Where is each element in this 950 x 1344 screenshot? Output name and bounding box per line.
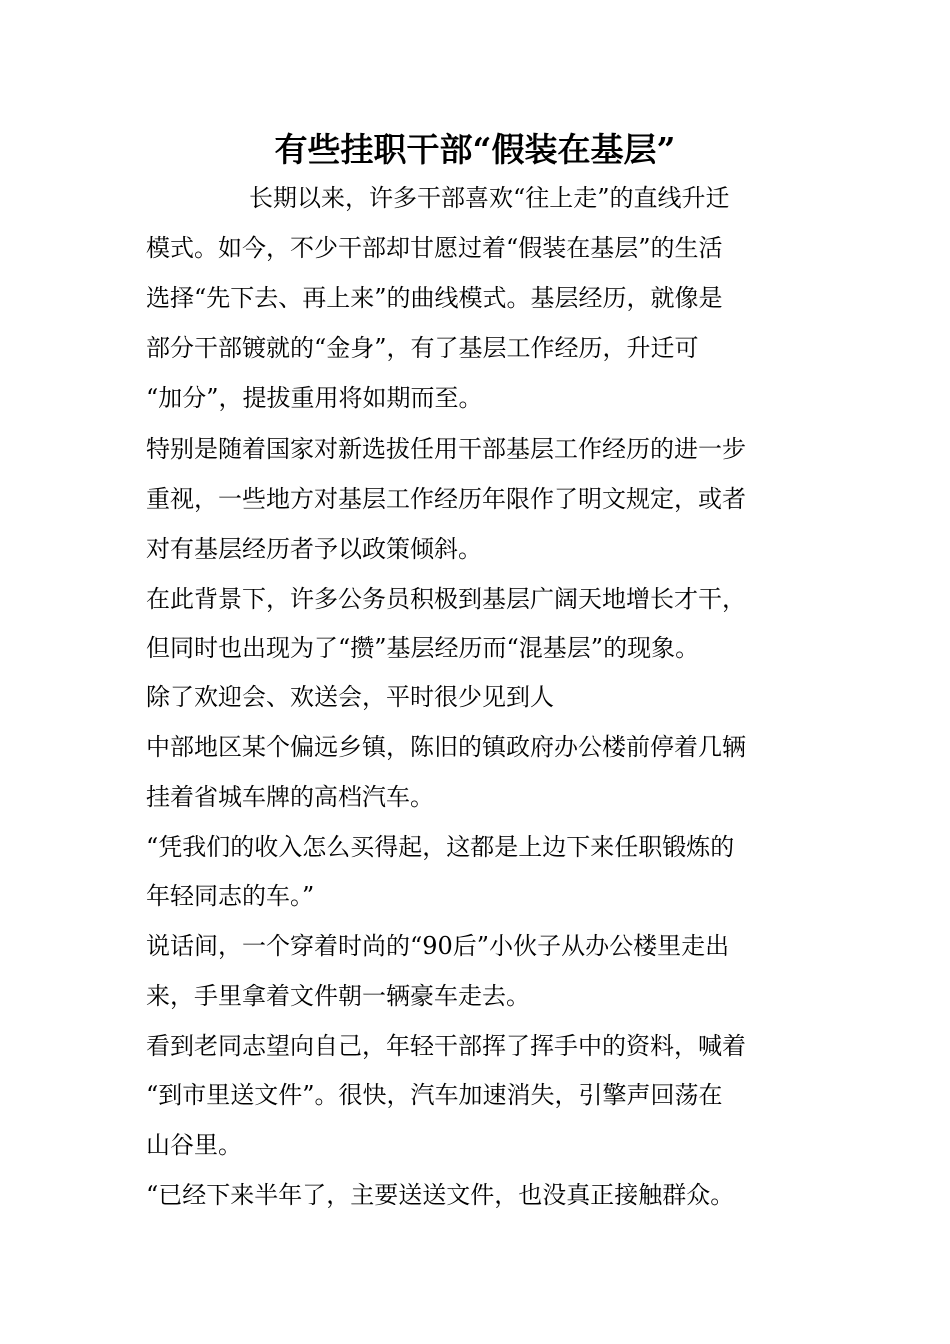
paragraph-line: 部分干部镀就的“金身”，有了基层工作经历，升迁可 <box>146 334 699 362</box>
paragraph-line: 模式。如今，不少干部却甘愿过着“假装在基层”的生活 <box>146 234 723 262</box>
paragraph-line: “凭我们的收入怎么买得起，这都是上边下来任职锻炼的 <box>146 833 735 861</box>
paragraph-line: 山谷里。 <box>146 1131 242 1159</box>
paragraph-line: 除了欢迎会、欢送会，平时很少见到人 <box>146 683 554 711</box>
paragraph-line: 来，手里拿着文件朝一辆豪车走去。 <box>146 982 530 1010</box>
paragraph-line: 中部地区某个偏远乡镇，陈旧的镇政府办公楼前停着几辆 <box>146 733 746 761</box>
paragraph-line: 对有基层经历者予以政策倾斜。 <box>146 535 482 563</box>
paragraph-line: 说话间，一个穿着时尚的“90后”小伙子从办公楼里走出 <box>146 932 730 960</box>
paragraph-line: 选择“先下去、再上来”的曲线模式。基层经历，就像是 <box>146 284 723 312</box>
paragraph-line: 重视，一些地方对基层工作经历年限作了明文规定，或者 <box>146 485 746 513</box>
paragraph-line: “到市里送文件”。很快，汽车加速消失，引擎声回荡在 <box>146 1081 723 1109</box>
paragraph-line: 挂着省城车牌的高档汽车。 <box>146 783 434 811</box>
paragraph-line: 在此背景下，许多公务员积极到基层广阔天地增长才干， <box>146 585 746 613</box>
paragraph-line: 看到老同志望向自己，年轻干部挥了挥手中的资料，喊着 <box>146 1032 746 1060</box>
paragraph-line: 但同时也出现为了“攒”基层经历而“混基层”的现象。 <box>146 634 700 662</box>
paragraph-line: “加分”，提拔重用将如期而至。 <box>146 384 483 412</box>
paragraph-line: “已经下来半年了，主要送送文件，也没真正接触群众。 <box>146 1181 735 1209</box>
document-title: 有些挂职干部“假装在基层” <box>274 130 676 169</box>
paragraph-line: 特别是随着国家对新选拔任用干部基层工作经历的进一步 <box>146 435 746 463</box>
paragraph-line: 年轻同志的车。” <box>146 882 315 910</box>
paragraph-line: 长期以来，许多干部喜欢“往上走”的直线升迁 <box>249 184 730 212</box>
